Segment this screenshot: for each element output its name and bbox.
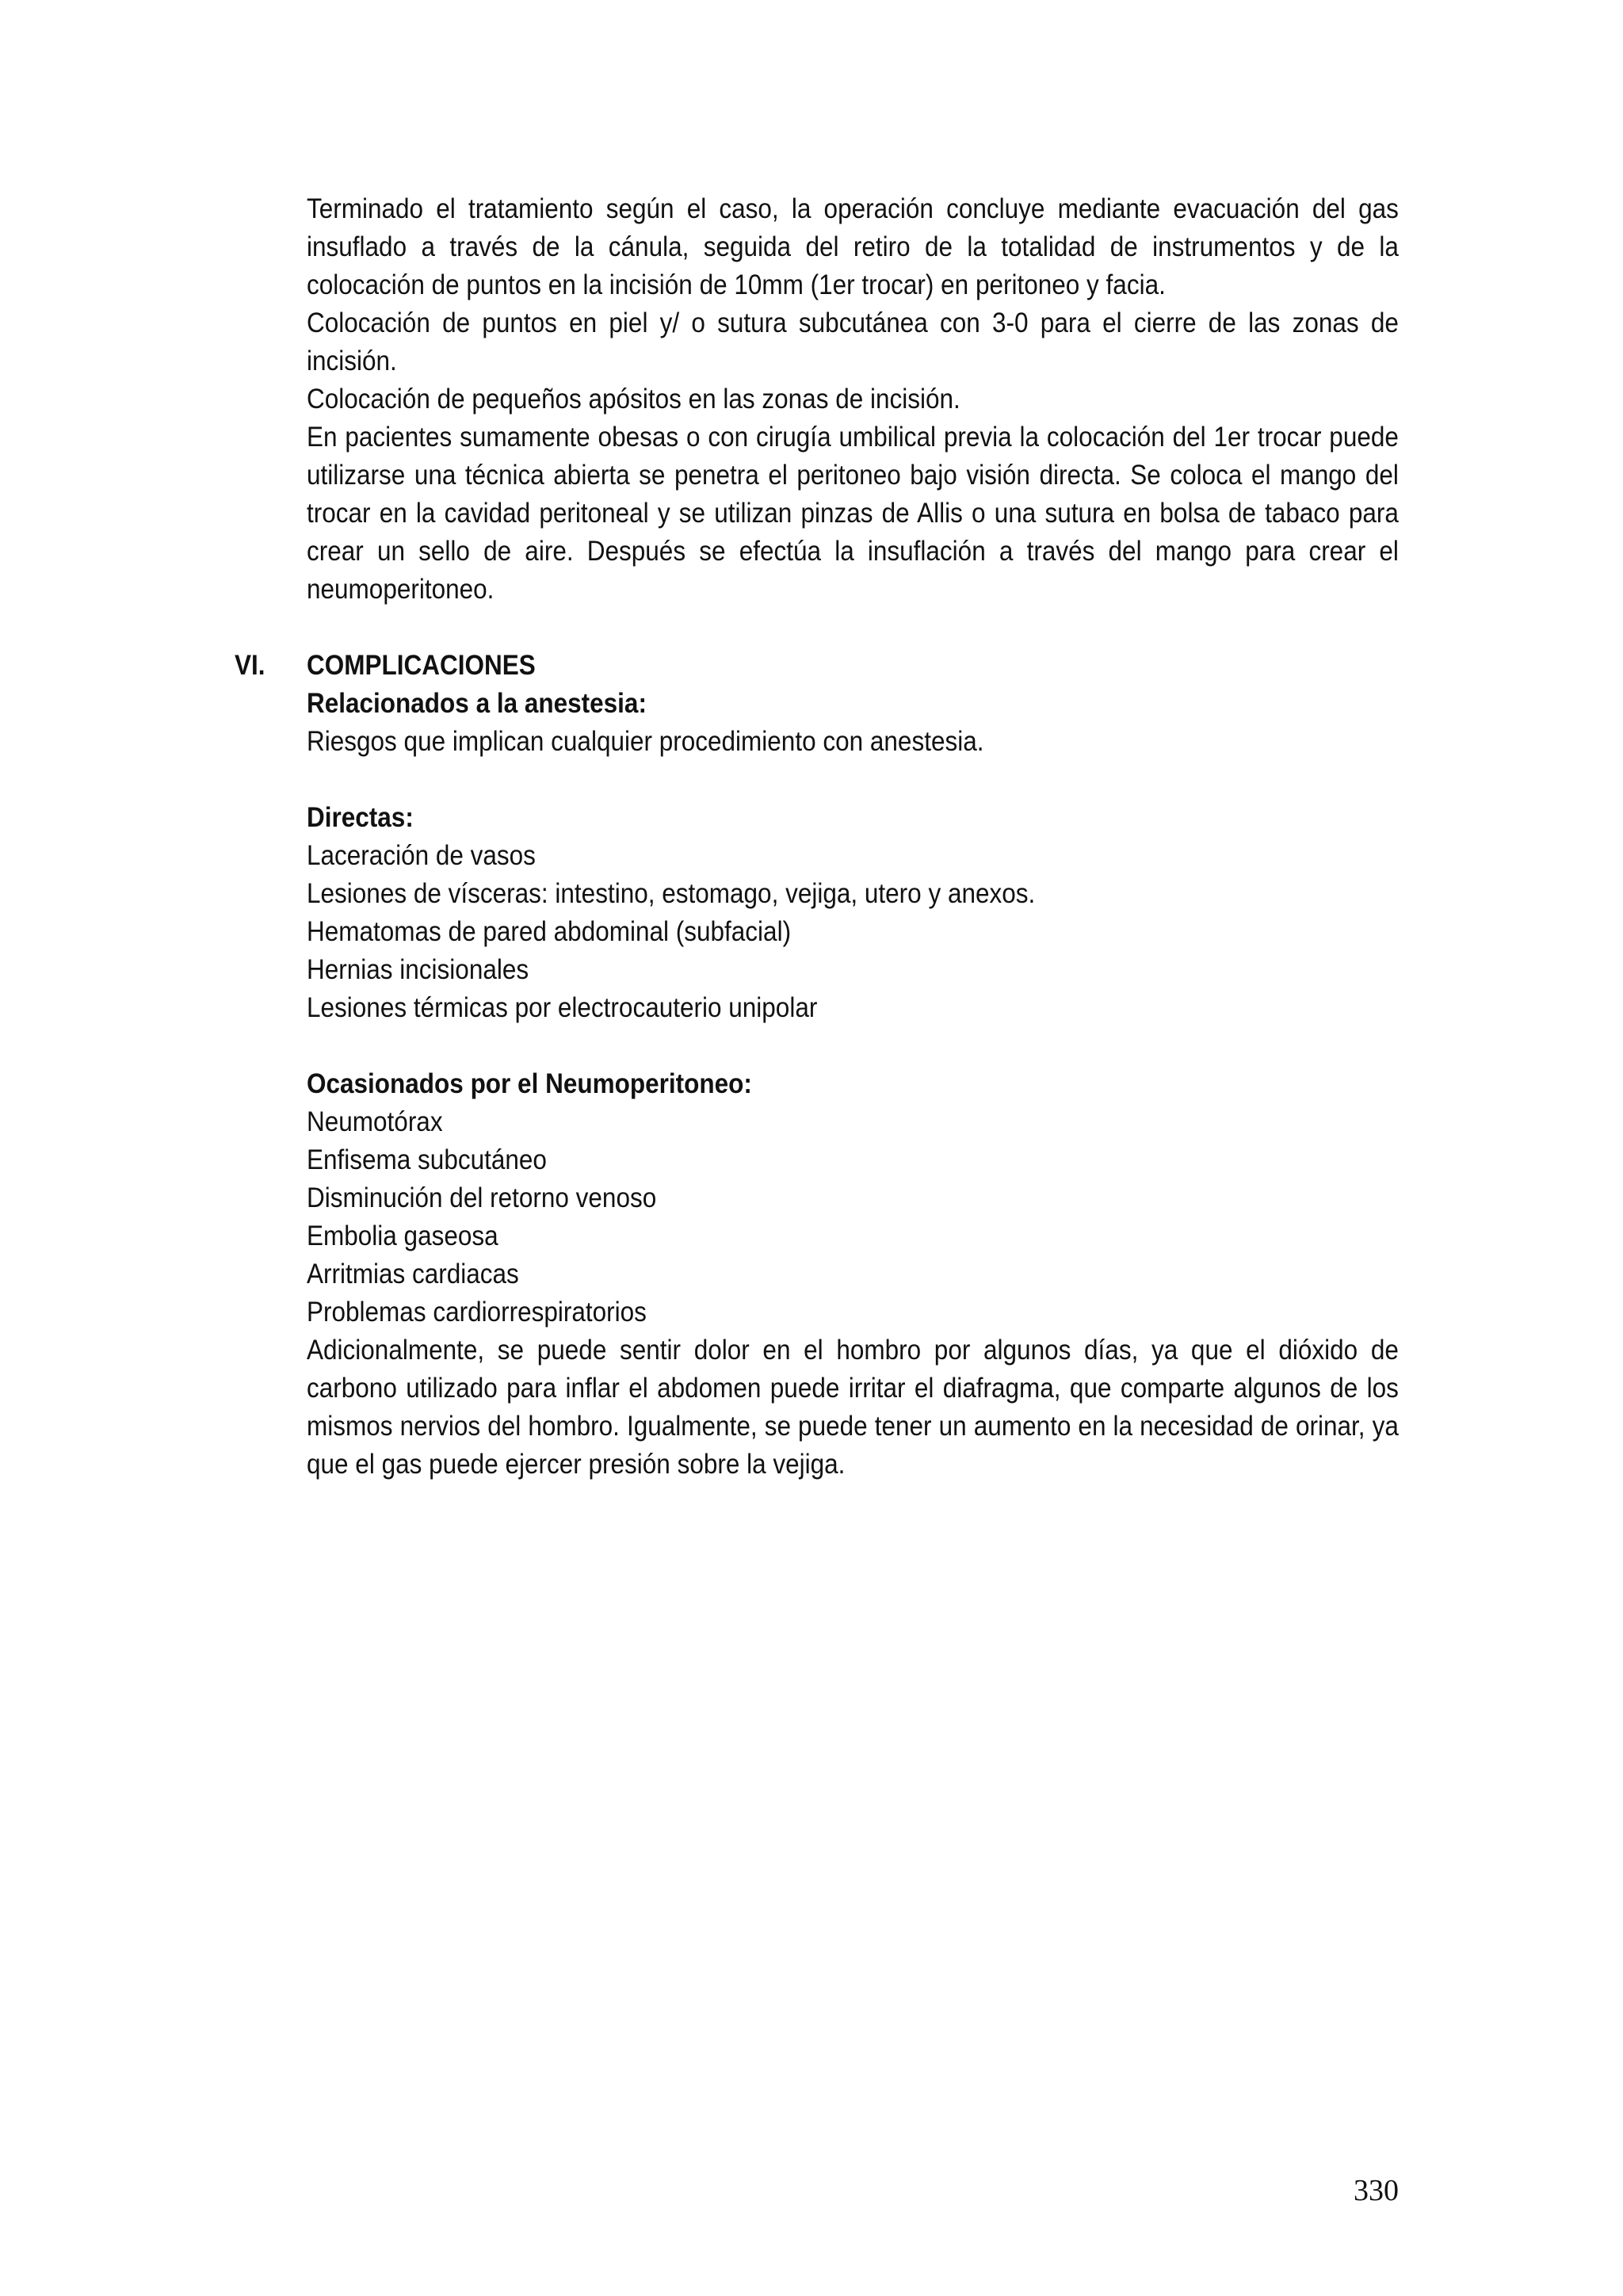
list-item: Hernias incisionales: [307, 954, 529, 985]
spacer: [307, 761, 1399, 799]
page-number: 330: [1354, 2174, 1399, 2207]
section-number: VI.: [235, 650, 265, 681]
list-item: Hematomas de pared abdominal (subfacial): [307, 916, 792, 947]
list-item: Problemas cardiorrespiratorios: [307, 1297, 647, 1328]
list-item: Laceración de vasos: [307, 840, 536, 871]
direct-heading: Directas:: [307, 802, 414, 833]
pneumoperitoneum-heading: Ocasionados por el Neumoperitoneo:: [307, 1068, 752, 1099]
spacer: [307, 1027, 1399, 1065]
spacer: [307, 609, 1399, 647]
anesthesia-text: Riesgos que implican cualquier procedimiento con anestesia.: [307, 726, 984, 757]
conclusion-paragraph-2: Colocación de puntos en piel y/ o sutura subcutánea con 3-0 para el cierre de las zonas de incisión.: [307, 308, 1399, 376]
list-item: Lesiones de vísceras: intestino, estomago, vejiga, utero y anexos.: [307, 878, 1036, 909]
additional-paragraph: Adicionalmente, se puede sentir dolor en el hombro por algunos días, ya que el dióxido de carbono utilizado para inflar el abdomen puede irritar el diafragma, que comparte algunos de los mismos nervios del hombro. Igualmente, se puede tener un aumento en la necesidad de orinar, ya que el gas puede ejercer presión sobre la vejiga.: [307, 1335, 1399, 1480]
list-item: Arritmias cardiacas: [307, 1259, 519, 1289]
conclusion-paragraph-1: Terminado el tratamiento según el caso, la operación concluye mediante evacuación del gas insuflado a través de la cánula, seguida del retiro de la totalidad de instrumentos y de la colocación de puntos en la incisión de 10mm (1er trocar) en peritoneo y facia.: [307, 193, 1399, 300]
list-item: Enfisema subcutáneo: [307, 1144, 547, 1175]
conclusion-paragraph-3: Colocación de pequeños apósitos en las zonas de incisión.: [307, 384, 960, 415]
list-item: Neumotórax: [307, 1106, 443, 1137]
anesthesia-heading: Relacionados a la anestesia:: [307, 688, 647, 719]
document-body: [307, 190, 1399, 1484]
list-item: Disminución del retorno venoso: [307, 1182, 657, 1213]
section-title: COMPLICACIONES: [307, 650, 536, 681]
conclusion-paragraph-4: En pacientes sumamente obesas o con cirugía umbilical previa la colocación del 1er trocar puede utilizarse una técnica abierta se penetra el peritoneo bajo visión directa. Se coloca el mango del trocar en la cavidad peritoneal y se utilizan pinzas de Allis o una sutura en bolsa de tabaco para crear un sello de aire. Después se efectúa la insuflación a través del mango para crear el neumoperitoneo.: [307, 422, 1399, 605]
list-item: Lesiones térmicas por electrocauterio unipolar: [307, 992, 818, 1023]
list-item: Embolia gaseosa: [307, 1221, 498, 1251]
